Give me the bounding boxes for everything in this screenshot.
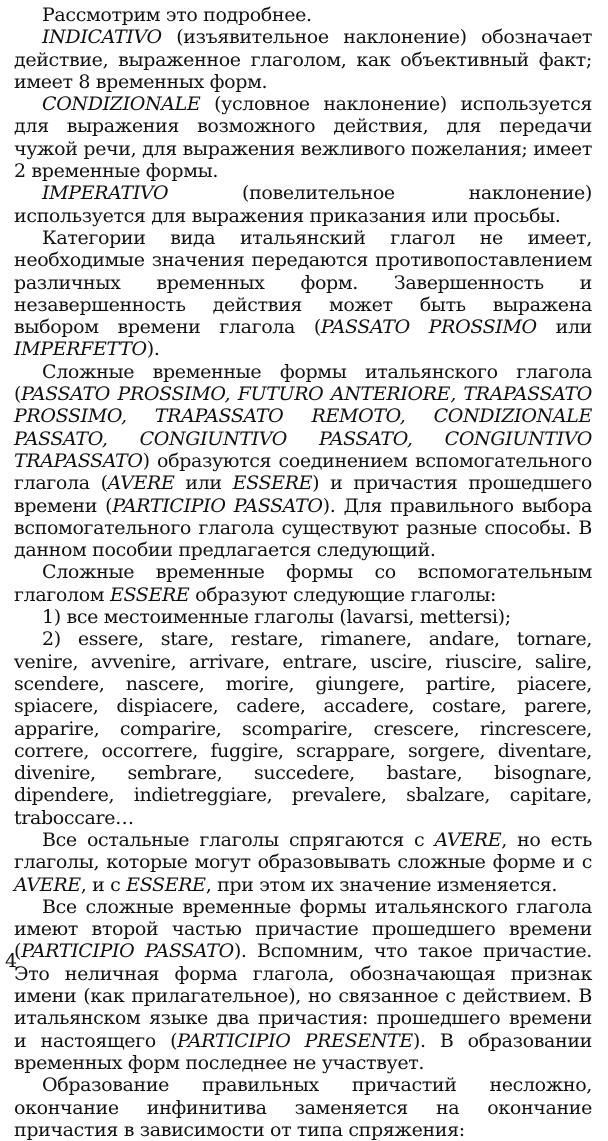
paragraph bbox=[14, 361, 592, 562]
italic-term: AVERE bbox=[107, 472, 175, 495]
text-run: Сложные временные формы со вспомогательным глаголом bbox=[14, 561, 592, 606]
italic-term: PASSATO PROSSIMO bbox=[320, 316, 537, 339]
text-run: или bbox=[536, 316, 592, 339]
text-run: ) и причастия прошедшего времени ( bbox=[14, 472, 592, 517]
italic-term: ESSERE bbox=[232, 472, 313, 495]
text-run: Сложные временные формы итальянского глагола ( bbox=[14, 360, 592, 406]
italic-term: IMPERFETTO bbox=[14, 338, 147, 361]
paragraph bbox=[14, 26, 592, 93]
text-run: 1) все местоименные глаголы (lavarsi, mettersi); bbox=[42, 606, 511, 629]
text-run: Все остальные глаголы спрягаются с bbox=[42, 828, 435, 851]
paragraph bbox=[14, 93, 592, 182]
text-run: ). Вспомним, что такое причастие. Это неличная форма глагола, обозначающая признак имени (как прилагательное), но связанное с действием. В итальянском языке два причастия: прошедшего времени и настоящего ( bbox=[14, 940, 592, 1052]
text-run: (изъявительное наклонение) обозначает действие, выраженное глаголом, как объективный факт; имеет 8 временных форм. bbox=[14, 26, 592, 93]
text-run: Образование правильных причастий несложно, окончание инфинитива заменяется на окончание причастия в зависимости от типа спряжения: bbox=[14, 1074, 592, 1141]
text-run: или bbox=[174, 472, 233, 495]
italic-term: AVERE bbox=[434, 828, 502, 851]
paragraph bbox=[14, 182, 592, 227]
italic-term: PARTICIPIO PRESENTE bbox=[177, 1029, 413, 1052]
paragraph bbox=[14, 628, 592, 829]
italic-term: AVERE bbox=[14, 873, 81, 896]
text-run: , но есть глаголы, которые могут образовывать сложные форме и с bbox=[14, 828, 593, 874]
italic-term: PARTICIPIO PASSATO bbox=[21, 940, 234, 963]
text-run: ). bbox=[146, 338, 160, 361]
italic-term: CONDIZIONALE bbox=[42, 93, 201, 116]
body-text bbox=[14, 4, 592, 1141]
italic-term: INDICATIVO bbox=[42, 26, 162, 49]
text-run: (условное наклонение) используется для выражения возможного действия, для передачи чужой речи, для выражения вежливого пожелания; имеет 2 временные формы. bbox=[14, 93, 592, 183]
text-run: (повелительное наклонение) используется для выражения приказания или просьбы. bbox=[14, 182, 592, 227]
text-run: образуют следующие глаголы: bbox=[189, 583, 497, 606]
text-run: Категории вида итальянский глагол не имеет, необходимые значения передаются противопоставлением различных временных форм. Завершенность и незавершенность действия может быть выражена выбором времени глагола ( bbox=[14, 226, 592, 339]
text-run: Все сложные временные формы итальянского глагола имеют второй частью причастие прошедшего времени ( bbox=[14, 895, 592, 963]
paragraph bbox=[14, 4, 592, 26]
text-run: ). В образовании временных форм последнее не участвует. bbox=[14, 1029, 592, 1074]
page-number: 4 bbox=[5, 950, 18, 972]
text-run: ) образуются соединением вспомогательного глагола ( bbox=[14, 449, 592, 495]
paragraph bbox=[14, 606, 592, 628]
paragraph bbox=[14, 227, 592, 361]
italic-term: ESSERE bbox=[109, 583, 190, 606]
text-run: ). Для правильного выбора вспомогательного глагола существуют разные способы. В данном пособии предлагается следующий. bbox=[14, 494, 592, 562]
italic-term: PARTICIPIO PASSATO bbox=[112, 494, 323, 517]
paragraph bbox=[14, 829, 592, 896]
text-run: , при этом их значение изменяется. bbox=[205, 873, 558, 896]
text-run: , и с bbox=[80, 873, 127, 896]
italic-term: IMPERATIVO bbox=[42, 182, 169, 205]
italic-term: ESSERE bbox=[126, 873, 206, 896]
italic-term: PASSATO PROSSIMO, FUTURO ANTERIORE, TRAPASSATO PROSSIMO, TRAPASSATO REMOTO, CONDIZIONALE PASSATO, CONGIUNTIVO PASSATO, CONGIUNTIVO TRAPASSATO bbox=[14, 383, 592, 472]
paragraph bbox=[14, 896, 592, 1074]
paragraph bbox=[14, 1074, 592, 1141]
text-run: Рассмотрим это подробнее. bbox=[42, 4, 312, 26]
paragraph bbox=[14, 561, 592, 606]
text-run: 2) essere, stare, restare, rimanere, andare, tornare, venire, avvenire, arrivare, entrare, uscire, riuscire, salire, scendere, nascere, morire, giungere, partire, piacere, spiacere, dispiacere, cadere, accadere, costare, parere, apparire, comparire, scomparire, crescere, rincrescere, correre, occorrere, fuggire, scrappare, sorgere, diventare, divenire, sembrare, succedere, bastare, bisognare, dipendere, indietreggiare, prevalere, sbalzare, capitare, traboccare… bbox=[14, 628, 592, 829]
